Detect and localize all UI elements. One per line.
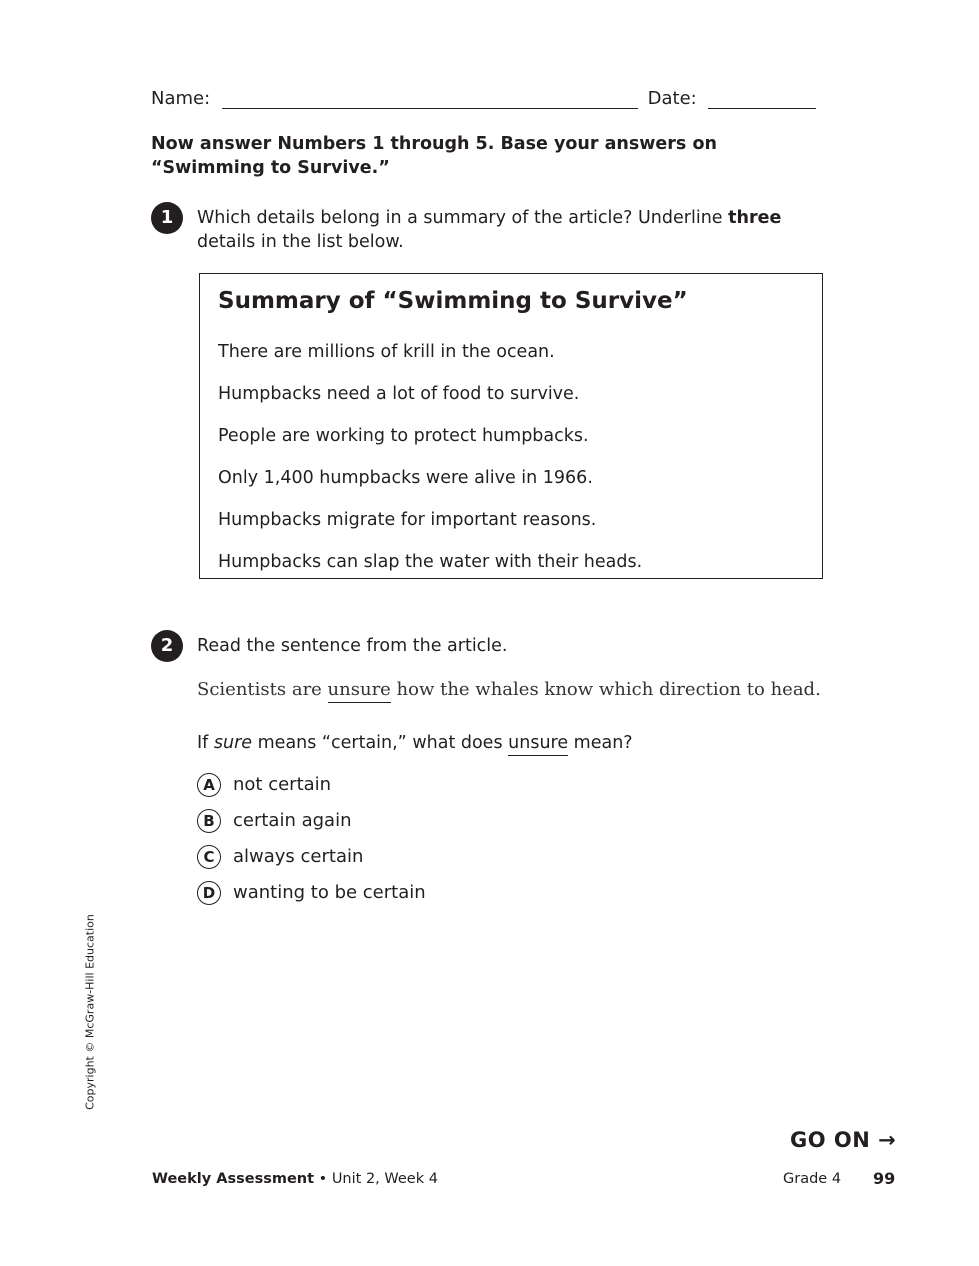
question-2-end: mean?: [568, 733, 633, 753]
article-sentence: [197, 679, 821, 700]
question-2-text: [197, 731, 633, 755]
summary-item[interactable]: Humpbacks can slap the water with their heads.: [218, 552, 643, 572]
question-2-middle: means “certain,” what does: [252, 733, 509, 753]
footer-assessment-title: Weekly Assessment: [152, 1171, 315, 1187]
question-2-if: If: [197, 733, 214, 753]
choice-text: wanting to be certain: [233, 882, 426, 903]
choice-d[interactable]: [197, 880, 426, 906]
footer-unit-week: • Unit 2, Week 4: [314, 1171, 438, 1187]
summary-box-title: Summary of “Swimming to Survive”: [218, 288, 688, 314]
choice-text: not certain: [233, 774, 332, 795]
question-1-number: 1: [151, 202, 183, 234]
answer-bubble[interactable]: C: [197, 845, 221, 869]
question-1-text-bold: three: [728, 208, 782, 228]
date-field[interactable]: [708, 90, 816, 109]
footer-assessment: [152, 1171, 438, 1187]
summary-item[interactable]: Humpbacks migrate for important reasons.: [218, 510, 597, 530]
summary-box: [199, 273, 823, 579]
answer-bubble[interactable]: D: [197, 881, 221, 905]
copyright-notice: Copyright © McGraw-Hill Education: [83, 914, 97, 1110]
date-label: Date:: [647, 88, 697, 109]
choice-b[interactable]: [197, 808, 352, 834]
choice-text: certain again: [233, 810, 352, 831]
summary-item[interactable]: People are working to protect humpbacks.: [218, 426, 589, 446]
choice-text: always certain: [233, 846, 364, 867]
summary-item[interactable]: Humpbacks need a lot of food to survive.: [218, 384, 580, 404]
name-date-row: [151, 88, 816, 109]
question-1-text: [197, 206, 817, 254]
instructions: Now answer Numbers 1 through 5. Base your answers on “Swimming to Survive.”: [151, 134, 717, 178]
question-2-sure: sure: [213, 733, 253, 753]
choice-c[interactable]: [197, 844, 363, 870]
sentence-underlined-word: unsure: [328, 679, 391, 703]
summary-item[interactable]: There are millions of krill in the ocean.: [218, 342, 555, 362]
question-2-number: 2: [151, 630, 183, 662]
choice-a[interactable]: [197, 772, 331, 798]
question-2-unsure: unsure: [508, 733, 568, 756]
name-field[interactable]: [222, 90, 638, 109]
question-2-prompt: Read the sentence from the article.: [197, 636, 508, 656]
page-number: 99: [873, 1169, 896, 1188]
go-on-label: GO ON →: [790, 1128, 897, 1152]
name-label: Name:: [151, 88, 211, 109]
answer-bubble[interactable]: A: [197, 773, 221, 797]
question-1-text-after: details in the list below.: [197, 232, 404, 252]
summary-item[interactable]: Only 1,400 humpbacks were alive in 1966.: [218, 468, 593, 488]
sentence-after: how the whales know which direction to head.: [390, 679, 821, 700]
footer-grade: Grade 4: [783, 1171, 842, 1187]
question-1-text-before: Which details belong in a summary of the article? Underline: [197, 208, 729, 228]
answer-bubble[interactable]: B: [197, 809, 221, 833]
sentence-before: Scientists are: [197, 679, 328, 700]
